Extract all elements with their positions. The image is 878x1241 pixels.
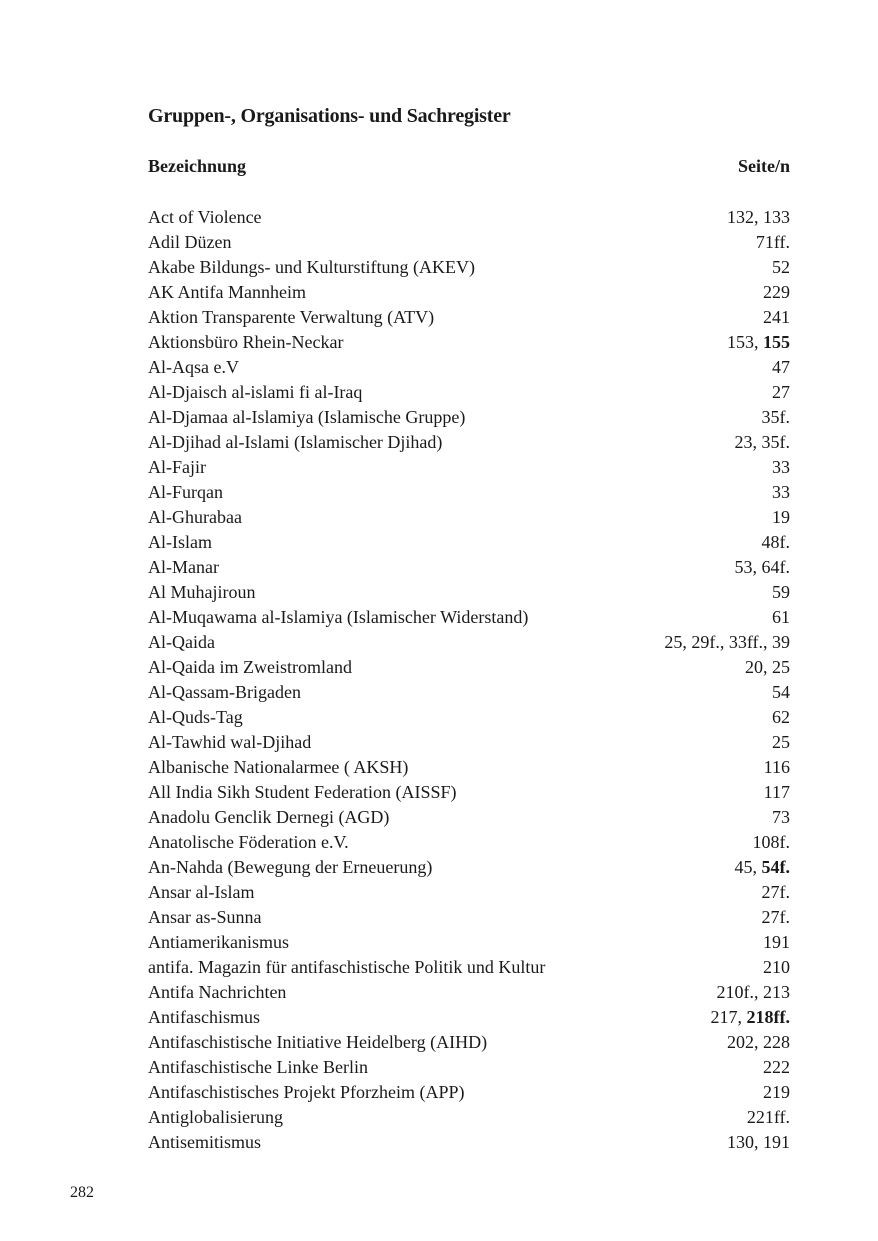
entry-term: Antiamerikanismus — [148, 932, 289, 952]
entry-pages — [735, 855, 791, 880]
entry-pages — [772, 805, 790, 830]
index-entry — [148, 955, 790, 980]
index-entry — [148, 505, 790, 530]
entry-pages-text: 61 — [772, 607, 790, 627]
entry-pages-text: 47 — [772, 357, 790, 377]
entry-pages-text: 221ff. — [746, 1107, 790, 1127]
entry-pages — [763, 1055, 790, 1080]
entry-pages-text: 210 — [763, 957, 790, 977]
entry-pages-text: 25 — [772, 732, 790, 752]
entry-pages-text: 19 — [772, 507, 790, 527]
index-entry — [148, 980, 790, 1005]
entry-pages — [745, 655, 790, 680]
entry-pages — [735, 555, 791, 580]
entry-pages — [717, 980, 791, 1005]
entry-term: Al-Djamaa al-Islamiya (Islamische Gruppe) — [148, 407, 466, 427]
entry-term: Al-Tawhid wal-Djihad — [148, 732, 312, 752]
entry-term: Antifaschismus — [148, 1007, 260, 1027]
entry-pages — [664, 630, 790, 655]
entry-pages — [772, 505, 790, 530]
entry-term: Antifaschistisches Projekt Pforzheim (APP) — [148, 1082, 465, 1102]
entry-pages-text: 219 — [763, 1082, 790, 1102]
entry-pages-text: 59 — [772, 582, 790, 602]
index-entry — [148, 305, 790, 330]
entry-term: Ansar as-Sunna — [148, 907, 262, 927]
index-entry — [148, 780, 790, 805]
index-entry — [148, 555, 790, 580]
entry-pages — [727, 330, 790, 355]
entry-pages-text: 54 — [772, 682, 790, 702]
entry-pages — [764, 780, 790, 805]
index-entry — [148, 905, 790, 930]
entry-pages-text: 33 — [772, 482, 790, 502]
entry-term: Al-Quds-Tag — [148, 707, 243, 727]
entry-term: Antifaschistische Linke Berlin — [148, 1057, 368, 1077]
index-entry — [148, 805, 790, 830]
entry-pages — [727, 1130, 790, 1155]
index-entry — [148, 205, 790, 230]
index-entry — [148, 855, 790, 880]
index-entry — [148, 455, 790, 480]
index-entry — [148, 580, 790, 605]
entry-term: Al-Qaida im Zweistromland — [148, 657, 352, 677]
entry-pages-text: 241 — [763, 307, 790, 327]
entry-pages — [711, 1005, 791, 1030]
entry-pages — [772, 255, 790, 280]
index-list — [148, 205, 790, 1155]
column-header-pages: Seite/n — [738, 156, 790, 176]
index-entry — [148, 1130, 790, 1155]
entry-term: Antifa Nachrichten — [148, 982, 287, 1002]
entry-pages — [747, 1105, 790, 1130]
entry-pages-text: 20, 25 — [745, 657, 790, 677]
entry-pages — [772, 480, 790, 505]
entry-pages-text: 45, — [734, 857, 762, 877]
entry-pages-text: 27f. — [761, 907, 790, 927]
entry-term: Al-Qaida — [148, 632, 215, 652]
entry-pages-text: 71ff. — [755, 232, 790, 252]
page-title: Gruppen-, Organisations- und Sachregister — [148, 105, 511, 127]
entry-pages-text: 191 — [763, 932, 790, 952]
entry-pages-text: 27 — [772, 382, 790, 402]
entry-pages — [727, 1030, 790, 1055]
entry-pages-main-reference: 54f. — [761, 857, 790, 877]
entry-pages-text: 62 — [772, 707, 790, 727]
entry-pages-text: 222 — [763, 1057, 790, 1077]
entry-term: Aktion Transparente Verwaltung (ATV) — [148, 307, 435, 327]
index-entry — [148, 1055, 790, 1080]
entry-pages-text: 202, 228 — [727, 1032, 790, 1052]
entry-pages — [762, 530, 791, 555]
index-entry — [148, 1105, 790, 1130]
entry-pages — [772, 605, 790, 630]
entry-term: Al-Manar — [148, 557, 219, 577]
entry-pages — [763, 955, 790, 980]
entry-pages-text: 25, 29f., 33ff., 39 — [664, 632, 790, 652]
entry-pages — [764, 755, 790, 780]
entry-pages-main-reference: 218ff. — [746, 1007, 790, 1027]
entry-pages — [763, 1080, 790, 1105]
index-entry — [148, 1030, 790, 1055]
entry-term: Al-Furqan — [148, 482, 223, 502]
entry-pages-text: 130, 191 — [727, 1132, 790, 1152]
entry-pages — [762, 905, 791, 930]
entry-pages — [772, 730, 790, 755]
entry-pages-text: 117 — [763, 782, 790, 802]
page-number: 282 — [70, 1184, 94, 1201]
entry-pages-text: 116 — [763, 757, 790, 777]
entry-term: AK Antifa Mannheim — [148, 282, 306, 302]
index-entry — [148, 380, 790, 405]
entry-term: Act of Violence — [148, 207, 262, 227]
entry-term: Antifaschistische Initiative Heidelberg (AIHD) — [148, 1032, 488, 1052]
entry-term: Albanische Nationalarmee ( AKSH) — [148, 757, 409, 777]
index-entry — [148, 655, 790, 680]
entry-pages-text: 210f., 213 — [716, 982, 790, 1002]
index-entry — [148, 755, 790, 780]
index-entry — [148, 280, 790, 305]
entry-term: Al-Islam — [148, 532, 212, 552]
index-entry — [148, 255, 790, 280]
entry-pages — [762, 880, 791, 905]
entry-term: Anadolu Genclik Dernegi (AGD) — [148, 807, 390, 827]
entry-pages-text: 153, — [727, 332, 763, 352]
entry-pages — [772, 705, 790, 730]
entry-pages-text: 52 — [772, 257, 790, 277]
entry-term: Al-Djaisch al-islami fi al-Iraq — [148, 382, 363, 402]
entry-pages — [753, 830, 791, 855]
column-header-term: Bezeichnung — [148, 156, 247, 176]
entry-pages — [735, 430, 791, 455]
entry-term: Aktionsbüro Rhein-Neckar — [148, 332, 344, 352]
entry-term: Anatolische Föderation e.V. — [148, 832, 349, 852]
entry-term: Antiglobalisierung — [148, 1107, 283, 1127]
entry-pages-text: 217, — [710, 1007, 747, 1027]
entry-pages-text: 23, 35f. — [734, 432, 790, 452]
entry-pages — [763, 930, 790, 955]
index-entry — [148, 1005, 790, 1030]
entry-pages — [772, 680, 790, 705]
index-entry — [148, 530, 790, 555]
entry-pages-text: 35f. — [761, 407, 790, 427]
entry-pages — [756, 230, 790, 255]
index-entry — [148, 730, 790, 755]
index-entry — [148, 930, 790, 955]
entry-pages-main-reference: 155 — [763, 332, 790, 352]
entry-term: Al Muhajiroun — [148, 582, 256, 602]
entry-pages-text: 132, 133 — [727, 207, 790, 227]
index-entry — [148, 230, 790, 255]
entry-pages — [762, 405, 791, 430]
entry-pages-text: 48f. — [761, 532, 790, 552]
entry-pages-text: 33 — [772, 457, 790, 477]
index-entry — [148, 355, 790, 380]
index-entry — [148, 705, 790, 730]
index-entry — [148, 1080, 790, 1105]
entry-pages — [772, 580, 790, 605]
entry-term: Adil Düzen — [148, 232, 232, 252]
index-entry — [148, 880, 790, 905]
entry-term: Al-Qassam-Brigaden — [148, 682, 301, 702]
index-entry — [148, 630, 790, 655]
entry-term: Al-Aqsa e.V — [148, 357, 239, 377]
entry-pages-text: 53, 64f. — [734, 557, 790, 577]
entry-pages — [763, 280, 790, 305]
entry-term: Al-Djihad al-Islami (Islamischer Djihad) — [148, 432, 443, 452]
index-entry — [148, 605, 790, 630]
entry-term: Antisemitismus — [148, 1132, 262, 1152]
entry-term: antifa. Magazin für antifaschistische Politik und Kultur — [148, 957, 546, 977]
entry-pages — [772, 355, 790, 380]
entry-term: Al-Ghurabaa — [148, 507, 242, 527]
index-entry — [148, 430, 790, 455]
entry-pages-text: 27f. — [761, 882, 790, 902]
entry-pages-text: 73 — [772, 807, 790, 827]
index-entry — [148, 680, 790, 705]
entry-pages-text: 108f. — [752, 832, 790, 852]
entry-term: All India Sikh Student Federation (AISSF) — [148, 782, 457, 802]
entry-term: Ansar al-Islam — [148, 882, 255, 902]
entry-pages — [727, 205, 790, 230]
index-entry — [148, 830, 790, 855]
entry-term: An-Nahda (Bewegung der Erneuerung) — [148, 857, 433, 877]
index-entry — [148, 480, 790, 505]
index-entry — [148, 405, 790, 430]
entry-pages — [772, 455, 790, 480]
entry-term: Akabe Bildungs- und Kulturstiftung (AKEV) — [148, 257, 475, 277]
entry-term: Al-Muqawama al-Islamiya (Islamischer Widerstand) — [148, 607, 529, 627]
entry-pages-text: 229 — [763, 282, 790, 302]
entry-pages — [772, 380, 790, 405]
entry-term: Al-Fajir — [148, 457, 206, 477]
index-entry — [148, 330, 790, 355]
entry-pages — [763, 305, 790, 330]
